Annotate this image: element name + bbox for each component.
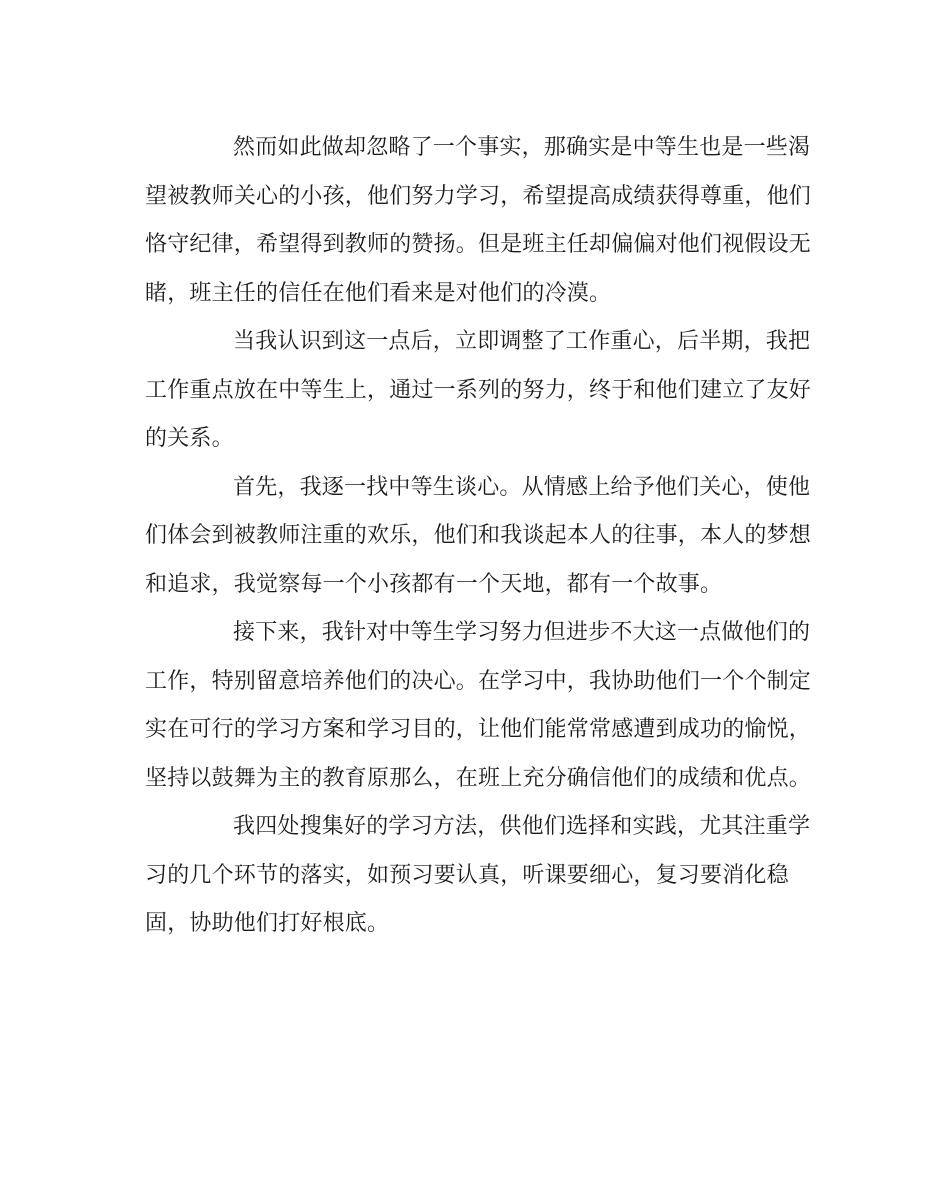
text-line: 和追求，我觉察每一个小孩都有一个天地，都有一个故事。 [145,571,723,597]
text-line: 们体会到被教师注重的欢乐，他们和我谈起本人的往事，本人的梦想 [145,523,812,548]
text-line: 当我认识到这一点后，立即调整了工作重心，后半期，我把 [233,329,811,354]
paragraph [145,609,812,803]
text-line: 恪守纪律，希望得到教师的赞扬。但是班主任却偏偏对他们视假设无 [145,232,812,257]
text-line: 的关系。 [145,426,234,451]
text-line: 工作重点放在中等生上，通过一系列的努力，终于和他们建立了友好 [145,377,812,403]
text-line: 望被教师关心的小孩，他们努力学习，希望提高成绩获得尊重，他们 [145,183,812,209]
text-line: 实在可行的学习方案和学习目的，让他们能常常感遭到成功的愉悦， [145,717,812,742]
paragraph [145,124,812,318]
text-line: 我四处搜集好的学习方法，供他们选择和实践，尤其注重学 [233,814,811,839]
paragraph [145,318,812,464]
document-body [145,124,812,949]
text-line: 工作，特别留意培养他们的决心。在学习中，我协助他们一个个制定 [145,668,812,694]
text-line: 然而如此做却忽略了一个事实，那确实是中等生也是一些渴 [233,135,811,160]
text-line: 固，协助他们打好根底。 [145,911,390,936]
text-line: 习的几个环节的落实，如预习要认真，听课要细心，复习要消化稳 [145,862,789,888]
text-line: 接下来，我针对中等生学习努力但进步不大这一点做他们的 [233,620,811,645]
text-line: 坚持以鼓舞为主的教育原那么，在班上充分确信他们的成绩和优点。 [145,765,812,791]
paragraph [145,803,811,949]
paragraph [145,464,812,610]
text-line: 睹，班主任的信任在他们看来是对他们的冷漠。 [145,280,612,306]
text-line: 首先，我逐一找中等生谈心。从情感上给予他们关心，使他 [233,474,811,500]
